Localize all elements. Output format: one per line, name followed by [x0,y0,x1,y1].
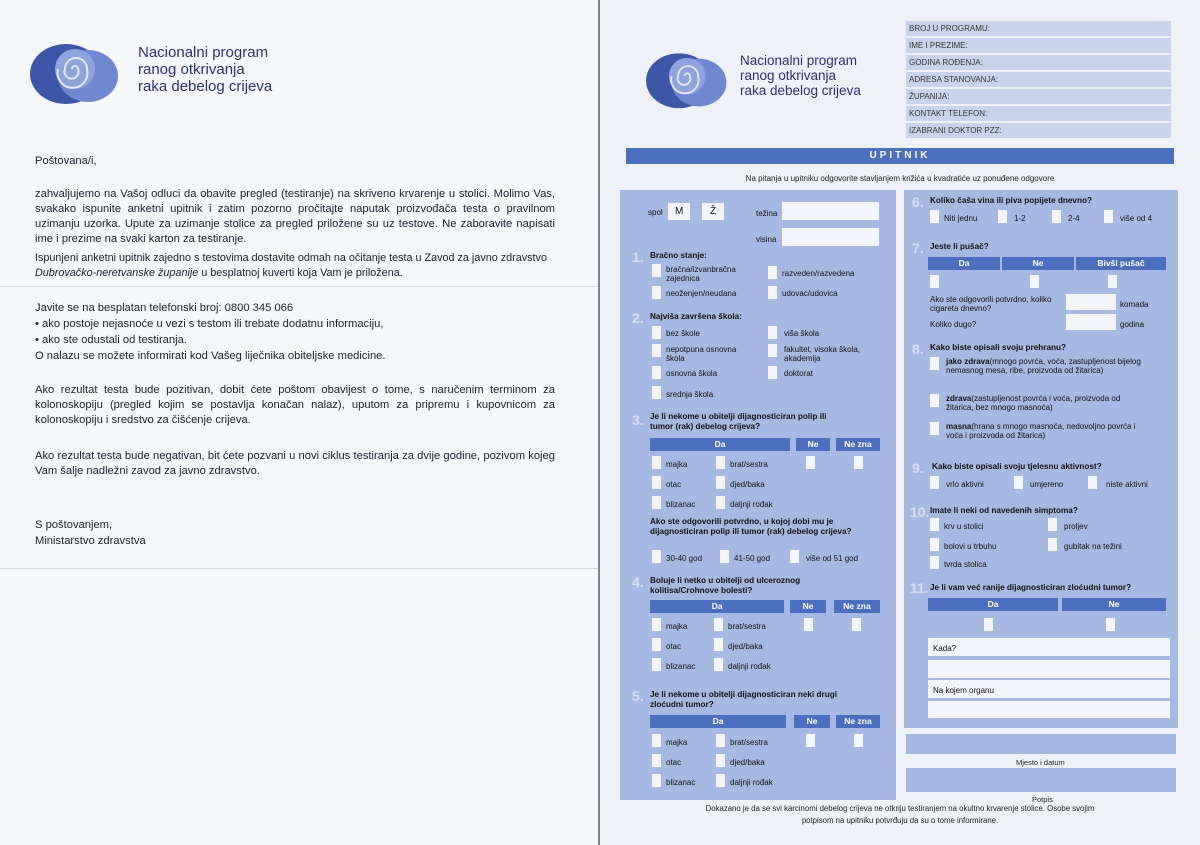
unit-label: godina [1120,320,1145,329]
checkbox[interactable] [1048,518,1057,531]
checkbox[interactable] [768,366,777,379]
checkbox[interactable] [652,754,661,767]
checkbox[interactable] [652,496,661,509]
letter-paragraph [35,251,555,281]
weight-input[interactable] [782,202,879,220]
letter-text: Ispunjeni anketni upitnik zajedno s testovima dostavite odmah na očitanje testa u Zavod za javno zdravstvo [35,251,547,264]
checkbox[interactable] [930,538,939,551]
checkbox[interactable] [652,658,661,671]
option-label: viša škola [784,329,820,338]
question-number: 2. [632,310,644,326]
relative-label: majka [666,460,688,469]
option-label: nepotpuna osnovna škola [666,345,737,363]
checkbox[interactable] [716,734,725,747]
checkbox[interactable] [716,496,725,509]
letter-paragraph: O nalazu se možete informirati kod Vašeg liječnika obiteljske medicine. [35,350,386,363]
option-label: udovac/udovica [782,289,838,298]
age-label: više od 51 god [806,554,859,563]
option-bold: jako zdrava [946,357,990,366]
answer-header-no: Ne [1062,598,1166,611]
answer-header-no: Ne [790,600,826,613]
option-label: više od 4 [1120,214,1153,223]
question-age-diagnosis: Ako ste odgovorili potvrdno, u kojoj dobi mu je dijagnosticiran polip ili tumor (rak) debelog crijeva? [650,517,852,536]
question-diet: Kako biste opisali svoju prehranu? [930,343,1067,352]
relative-label: otac [666,480,682,489]
checkbox[interactable] [998,210,1007,223]
header-field[interactable]: ŽUPANIJA: [906,89,1171,104]
brand-line: Nacionalni program [138,44,269,61]
brand-title [740,53,861,98]
questionnaire-page [600,0,1200,845]
option-text: (mnogo povrća, voća, zastupljenost bijelog nemasnog mesa, ribe, proizvoda od žitarica) [946,357,1141,375]
option-bold: masna [946,422,972,431]
checkbox[interactable] [804,618,813,631]
question-family-polyp: Je li nekome u obitelji dijagnosticiran polip ili tumor (rak) debelog crijeva? [650,412,827,431]
question-cigarettes: Ako ste odgovorili potvrdno, koliko cigareta dnevno? [930,295,1052,313]
brand-line: raka debelog crijeva [740,83,861,98]
closing: S poštovanjem, [35,519,113,532]
checkbox[interactable] [930,357,939,370]
relative-label: daljnji rođak [730,500,773,509]
checkbox[interactable] [652,638,661,651]
checkbox[interactable] [652,286,661,299]
checkbox[interactable] [1108,275,1117,288]
signature-field[interactable] [906,768,1176,792]
signature-label: Potpis [1032,795,1053,804]
checkbox[interactable] [714,658,723,671]
header-field[interactable]: ADRESA STANOVANJA: [906,72,1171,87]
option-label [946,394,1146,412]
option-label: niste aktivni [1106,480,1148,489]
place-date-field[interactable] [906,734,1176,754]
form-instruction: Na pitanja u upitniku odgovorite stavljanjem križića u kvadratiće uz ponuđene odgovore [745,174,1055,183]
when-label: Kada? [933,644,957,653]
header-field[interactable]: BROJ U PROGRAMU: [906,21,1171,36]
fold-line [0,286,598,287]
checkbox[interactable] [714,618,723,631]
option-text: (zastupljenost povrća i voća, proizvoda od žitarica, bez mnogo masnoća) [946,394,1121,412]
checkbox[interactable] [930,422,939,435]
checkbox[interactable] [768,326,777,339]
height-label: visina [756,235,777,244]
question-duration: Koliko dugo? [930,320,977,329]
checkbox[interactable] [652,344,661,357]
option-label: vrlo aktivni [946,480,984,489]
option-label: gubitak na težini [1064,542,1122,551]
checkbox[interactable] [1106,618,1115,631]
relative-label: daljnji rođak [728,662,771,671]
option-label: 2-4 [1068,214,1080,223]
checkbox[interactable] [790,550,799,563]
letter-text-italic: Dubrovačko-neretvanske županije [35,266,199,279]
checkbox[interactable] [716,476,725,489]
checkbox[interactable] [652,366,661,379]
brand-line: ranog otkrivanja [740,68,837,83]
checkbox[interactable] [652,264,661,277]
when-input[interactable] [928,638,1170,656]
unit-label: komada [1120,300,1149,309]
checkbox[interactable] [652,618,661,631]
relative-label: majka [666,622,688,631]
question-alcohol: Koliko čaša vina ili piva popijete dnevno? [930,196,1092,205]
footer-note [640,803,1160,827]
bullet-item: • ako ste odustali od testiranja. [35,334,187,347]
option-label: bolovi u trbuhu [944,542,997,551]
question-activity: Kako biste opisali svoju tjelesnu aktivnost? [932,462,1102,471]
option-label: bez škole [666,329,700,338]
relative-label: blizanac [666,662,696,671]
relative-label: djed/baka [730,480,765,489]
checkbox[interactable] [854,734,863,747]
footer-line: Dokazano je da se svi karcinomi debelog crijeva ne otkriju testiranjem na okultno krvarenje stolice. Osobe svojim [705,804,1095,813]
duration-input[interactable] [1066,314,1116,330]
option-label: Niti jednu [944,214,978,223]
checkbox[interactable] [930,275,939,288]
question-colitis: Boluje li netko u obitelji od ulceroznog kolitisa/Crohnove bolesti? [650,576,801,595]
relative-label: daljnji rođak [730,778,773,787]
organ-input-line[interactable] [928,701,1170,718]
checkbox[interactable] [1030,275,1039,288]
brand-title [138,44,272,95]
checkbox[interactable] [984,618,993,631]
spol-label: spol [648,208,663,217]
answer-header-yes: Da [650,600,784,613]
checkbox[interactable] [652,386,661,399]
relative-label: djed/baka [728,642,763,651]
option-label: osnovna škola [666,369,718,378]
header-field[interactable]: IME I PREZIME: [906,38,1171,53]
program-logo-icon [28,36,126,106]
question-number: 3. [632,412,644,428]
female-label: Ž [710,206,717,217]
checkbox[interactable] [652,476,661,489]
letter-paragraph: Ako rezultat testa bude negativan, bit ćete pozvani u novi ciklus testiranja za dvije godine, pozivom kojeg Vam šalje nadležni zavod za javno zdravstvo. [35,450,555,478]
option-label: 1-2 [1014,214,1026,223]
checkbox[interactable] [852,618,861,631]
checkbox[interactable] [652,774,661,787]
letter-page [0,0,598,845]
option-label: tvrda stolica [944,560,987,569]
option-label: doktorat [784,369,813,378]
checkbox[interactable] [652,456,661,469]
question-marital: Bračno stanje: [650,251,707,260]
option-text: (hrana s mnogo masnoća, nedovoljno povrća i voća i proizvoda od žitarica) [946,422,1136,440]
question-symptoms: Imate li neki od navedenih simptoma? [930,506,1078,515]
answer-header-former: Bivši pušač [1076,257,1166,270]
answer-header-no: Ne [794,715,830,728]
brand-line: ranog otkrivanja [138,61,245,78]
relative-label: brat/sestra [728,622,766,631]
option-label: proljev [1064,522,1088,531]
signature: Ministarstvo zdravstva [35,535,146,548]
question-other-tumor: Je li nekome u obitelji dijagnosticiran neki drugi zloćudni tumor? [650,690,837,709]
option-bold: zdrava [946,394,972,403]
answer-header-unknown: Ne zna [834,600,880,613]
letter-text: u besplatnoj kuverti koja Vam je priložena. [201,266,403,279]
checkbox[interactable] [652,734,661,747]
form-title: UPITNIK [626,148,1174,164]
checkbox[interactable] [1052,210,1061,223]
brand-line: Nacionalni program [740,53,858,68]
when-input-line[interactable] [928,660,1170,678]
option-label [946,357,1146,375]
height-input[interactable] [782,228,879,246]
relative-label: blizanac [666,500,696,509]
option-label [946,422,1146,440]
answer-header-unknown: Ne zna [836,438,880,451]
weight-label: težina [756,209,778,218]
cigarettes-input[interactable] [1066,294,1116,310]
organ-label: Na kojem organu [933,686,994,695]
relative-label: djed/baka [730,758,765,767]
answer-header-yes: Da [928,598,1058,611]
checkbox[interactable] [768,286,777,299]
place-date-label: Mjesto i datum [1016,758,1065,767]
checkbox[interactable] [806,456,815,469]
checkbox[interactable] [714,638,723,651]
question-education: Najviša završena škola: [650,312,742,321]
header-field[interactable]: GODINA ROĐENJA: [906,55,1171,70]
relative-label: otac [666,642,682,651]
checkbox[interactable] [768,344,777,357]
letter-paragraph: zahvaljujemo na Vašoj odluci da obavite pregled (testiranje) na skriveno krvarenje u stolici. Molimo Vas, svakako ispunite anketni upitnik i zatim pozorno pročitajte naputak proizvođača testa o pravilnom uzimanju uzorka. Upute za uzimanje stolice za pregled priložene su uz testove. Ne zaboravite napisati ime i prezime na svaki karton za testiranje. [35,188,555,246]
option-label: razveden/razvedena [782,269,855,278]
checkbox[interactable] [716,754,725,767]
answer-header-yes: Da [928,257,1000,270]
checkbox[interactable] [854,456,863,469]
checkbox[interactable] [652,550,661,563]
relative-label: majka [666,738,688,747]
greeting: Poštovana/i, [35,155,97,168]
checkbox[interactable] [1104,210,1113,223]
option-label: srednja škola [666,390,714,399]
question-smoker: Jeste li pušač? [930,242,989,251]
question-number: 7. [912,240,924,256]
header-field[interactable]: KONTAKT TELEFON: [906,106,1171,121]
checkbox[interactable] [652,326,661,339]
question-number: 6. [912,194,924,210]
question-number: 11. [910,580,929,596]
answer-header-no: Ne [796,438,830,451]
header-field[interactable]: IZABRANI DOKTOR PZZ: [906,123,1171,138]
checkbox[interactable] [1014,476,1023,489]
checkbox[interactable] [1088,476,1097,489]
letter-paragraph: Ako rezultat testa bude pozitivan, dobit ćete poštom obavijest o tome, s naručenim terminom za kolonoskopiju (pregled kojim se postavlja konačan nalaz), uputom za pripremu i kupovnicom za kolonoskopiju i sredstvo za čišćenje crijeva. [35,384,555,427]
question-number: 10. [910,504,930,520]
checkbox[interactable] [1048,538,1057,551]
option-label: krv u stolici [944,522,984,531]
relative-label: otac [666,758,682,767]
option-label: fakultet, visoka škola, akademija [784,345,861,363]
relative-label: brat/sestra [730,460,768,469]
fold-line [0,568,598,569]
answer-header-yes: Da [650,438,790,451]
question-number: 4. [632,574,644,590]
checkbox[interactable] [930,210,939,223]
relative-label: brat/sestra [730,738,768,747]
checkbox[interactable] [930,556,939,569]
checkbox[interactable] [768,266,777,279]
checkbox[interactable] [716,774,725,787]
answer-header-yes: Da [650,715,786,728]
checkbox[interactable] [930,518,939,531]
checkbox[interactable] [930,476,939,489]
question-number: 9. [912,460,924,476]
checkbox[interactable] [806,734,815,747]
question-number: 8. [912,341,924,357]
bullet-item: • ako postoje nejasnoće u vezi s testom ili trebate dodatnu informaciju, [35,318,384,331]
age-label: 30-40 god [666,554,703,563]
brand-line: raka debelog crijeva [138,78,273,95]
phone-line: Javite se na besplatan telefonski broj: 0800 345 066 [35,302,294,315]
relative-label: blizanac [666,778,696,787]
question-prior-tumor: Je li vam već ranije dijagnosticiran zloćudni tumor? [930,583,1132,592]
answer-header-unknown: Ne zna [836,715,880,728]
checkbox[interactable] [716,456,725,469]
question-number: 1. [632,249,644,265]
age-label: 41-50 god [734,554,771,563]
checkbox[interactable] [930,394,939,407]
program-logo-icon [644,46,734,110]
answer-header-no: Ne [1002,257,1074,270]
option-label: bračna/izvanbračna zajednica [666,265,736,283]
checkbox[interactable] [720,550,729,563]
question-number: 5. [632,688,644,704]
footer-line: potpisom na upitniku potvrđuju da su o tome informirane. [801,816,999,825]
male-label: M [675,206,684,217]
option-label: neoženjen/neudana [666,289,737,298]
option-label: umjereno [1030,480,1064,489]
